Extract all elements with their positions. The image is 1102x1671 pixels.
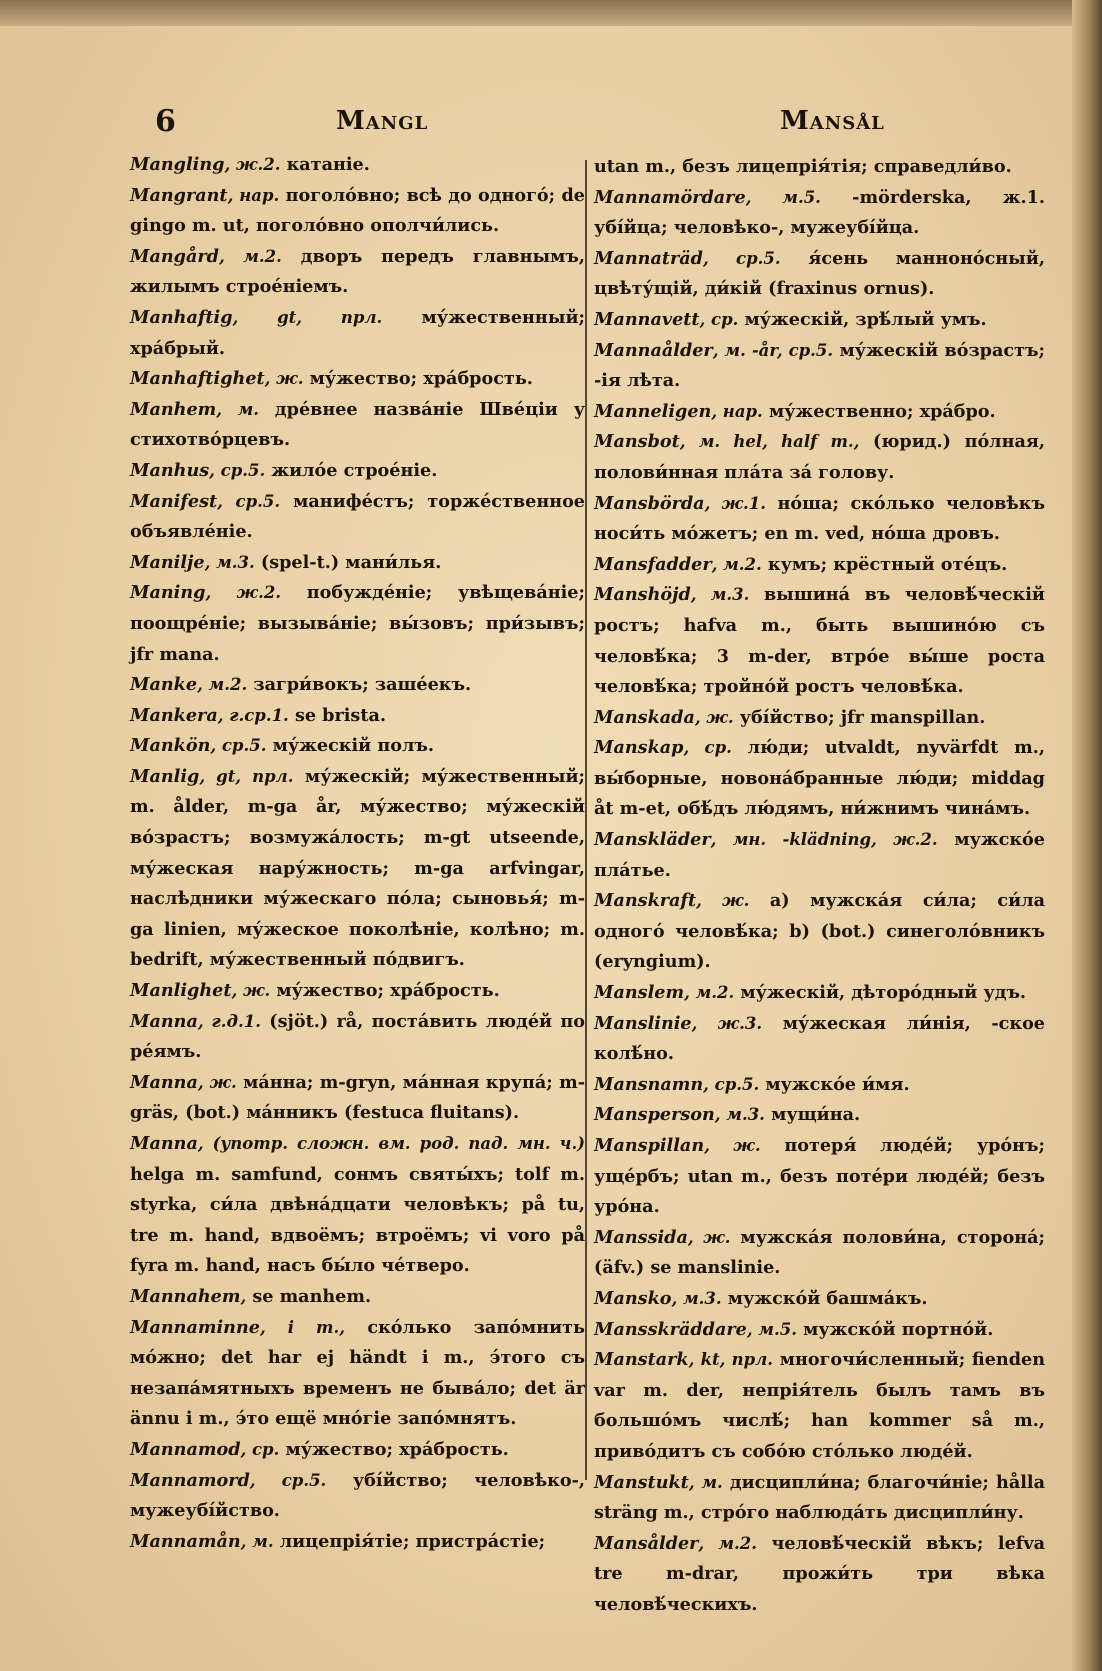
dictionary-entry — [130, 364, 585, 395]
entry-definition: дре́внее назва́ніе Шве́ціи у стихотво́рцевъ. — [130, 398, 585, 451]
entry-headword: Mannaträd — [594, 247, 703, 269]
dictionary-entry — [130, 1435, 585, 1466]
dictionary-entry — [594, 305, 1045, 336]
entry-definition: мужско́й башма́къ. — [721, 1287, 928, 1309]
book-spine-edge — [1072, 0, 1102, 1671]
entry-headword: Mannaminne — [130, 1316, 260, 1338]
entry-grammar: , м.2. — [684, 983, 735, 1003]
entry-definition: манифе́стъ; торже́ственное объявле́ніе. — [130, 490, 586, 543]
entry-definition: ско́лько запо́мнить мо́жно; det har ej händt i m., э́того съ незапа́мятныхъ временъ не быва́ло; det är ännu i m., э́то ещё мно́гіе запо́мнятъ. — [130, 1316, 585, 1430]
entry-headword: Manke — [130, 674, 198, 696]
entry-headword: Manlig — [130, 765, 200, 787]
entry-grammar: , ж. — [694, 707, 734, 727]
entry-headword: Mannamord — [130, 1469, 250, 1491]
dictionary-entry — [594, 825, 1045, 886]
entry-headword: Manskläder — [594, 829, 711, 851]
entry-definition: убі́йство; jfr manspillan. — [733, 706, 986, 728]
entry-headword: Maning — [130, 582, 206, 604]
dictionary-entry — [130, 976, 585, 1007]
entry-definition: побужде́ніе; увѣщева́ніе; поощре́ніе; вызыва́ніе; вы́зовъ; при́зывъ; jfr mana. — [130, 582, 585, 665]
entry-definition: му́жеская ли́нія, -ское колѣ́но. — [594, 1012, 1045, 1065]
entry-headword: Manna — [130, 1133, 198, 1154]
dictionary-entry — [594, 1315, 1045, 1346]
entry-grammar: , нар. — [711, 401, 763, 421]
entry-grammar: , ж.1. — [704, 493, 767, 513]
entry-grammar: , — [240, 1286, 247, 1306]
entry-headword: Manna — [130, 1071, 198, 1093]
entry-headword: Mannamån — [130, 1530, 241, 1552]
dictionary-entry — [130, 150, 585, 181]
right-column — [594, 152, 1045, 1621]
entry-grammar: , ж. — [197, 1072, 237, 1092]
entry-grammar: , м. hel, half m., — [679, 432, 860, 452]
entry-headword: Manstukt — [594, 1471, 689, 1493]
entry-headword: Manna — [130, 1010, 198, 1032]
entry-grammar: , м.3. — [690, 585, 750, 605]
running-head-left: Mangl — [336, 106, 429, 136]
entry-headword: Manhus — [130, 459, 210, 481]
entry-headword: Mansbörda — [594, 492, 705, 514]
entry-grammar: , ср. — [683, 738, 732, 758]
entry-headword: Manhaftig — [130, 306, 233, 328]
dictionary-entry — [130, 670, 585, 701]
entry-grammar: , ж.3. — [691, 1013, 763, 1033]
dictionary-entry — [130, 395, 585, 456]
left-column — [130, 150, 585, 1557]
entry-definition: человѣ́ческій вѣкъ; lefva tre m-drar, прожи́ть три вѣка человѣ́ческихъ. — [594, 1532, 1045, 1615]
entry-definition: му́жество; хра́брость. — [279, 1438, 509, 1460]
entry-headword: Mansfadder — [594, 553, 712, 575]
entry-definition: мужско́е пла́тье. — [594, 829, 1045, 881]
dictionary-entry — [130, 242, 585, 303]
entry-definition: (юрид.) по́лная, полови́нная пла́та за́ голову. — [594, 431, 1045, 483]
entry-headword: Mansperson — [594, 1104, 715, 1126]
entry-definition: лю́ди; utvaldt, nyvärfdt m., вы́борные, новона́бранные лю́ди; middag åt m-et, обѣ́дъ лю́дямъ, ни́жнимъ чина́мъ. — [594, 737, 1045, 820]
entry-definition: му́жественно; хра́бро. — [762, 400, 996, 422]
entry-definition: му́жескій полъ. — [266, 735, 434, 757]
dictionary-entry — [130, 578, 585, 670]
dictionary-entry — [594, 244, 1045, 305]
dictionary-entry — [130, 181, 585, 242]
dictionary-entry — [594, 397, 1045, 428]
entry-definition: se brista. — [288, 704, 386, 726]
entry-definition: мущи́на. — [764, 1104, 861, 1126]
entry-headword: Manssida — [594, 1226, 688, 1248]
dictionary-entry — [130, 1007, 585, 1068]
entry-definition: загри́вокъ; заше́екъ. — [247, 674, 472, 696]
entry-headword: Mankön — [130, 735, 211, 757]
page-number: 6 — [155, 104, 176, 139]
page-top-edge — [0, 0, 1102, 26]
entry-definition: му́жественный; хра́брый. — [130, 306, 585, 359]
entry-definition: helga m. samfund, сонмъ святы́хъ; tolf m. styrka, си́ла двѣна́дцати человѣкъ; på tu, tre m. hand, вдвоёмъ; втроёмъ; vi voro på fyra m. hand, насъ бы́ло че́тверо. — [130, 1163, 585, 1277]
dictionary-entry — [594, 733, 1045, 825]
page-header — [0, 104, 1102, 148]
entry-definition: вышина́ въ человѣ́ческій ростъ; hafva m., быть вышино́ю съ человѣ́ка; 3 m-der, втро́е вы́ше роста человѣ́ка; тройно́й ростъ человѣ́ка. — [594, 584, 1045, 698]
entry-grammar: , ср.5. — [249, 1470, 327, 1490]
entry-grammar: , ср. — [699, 309, 739, 329]
entry-grammar: , м.5. — [746, 1319, 797, 1339]
dictionary-entry — [130, 1527, 585, 1558]
entry-headword: Mansålder — [594, 1532, 699, 1554]
entry-headword: Manhaftighet — [130, 368, 265, 390]
entry-definition: ма́нна; m-gryn, ма́нная крупа́; m-gräs, (bot.) ма́нникъ (festuca fluitans). — [130, 1071, 586, 1124]
entry-headword: Mangling — [130, 154, 225, 175]
entry-definition: убі́йство; человѣко-, мужеубі́йство. — [130, 1469, 585, 1522]
entry-grammar: , м. — [240, 1531, 274, 1551]
entry-definition: потеря́ люде́й; уро́нъ; уще́рбъ; utan m., безъ поте́ри люде́й; безъ уро́на. — [594, 1135, 1045, 1218]
entry-headword: Manshöjd — [594, 584, 691, 606]
entry-grammar: , мн. -klädning, ж.2. — [710, 830, 938, 850]
entry-definition: му́жескій; му́жественный; m. ålder, m-ga år, му́жество; му́жескій во́зрастъ; возмужа́лость; m-gt utseende, му́жеская нару́жность; m-ga arfvingar, наслѣдники му́жескаго по́ла; сыновья́; m-ga linien, му́жеское поколѣніе, колѣно; m. bedrift, му́жественный по́двигъ. — [130, 765, 585, 971]
entry-definition: (spel-t.) мани́лья. — [254, 551, 442, 573]
entry-grammar: , м.3. — [714, 1105, 765, 1125]
entry-grammar: , м.3. — [204, 552, 255, 572]
entry-headword: Mannaålder — [594, 339, 713, 361]
dictionary-entry — [594, 580, 1045, 702]
dictionary-entry — [594, 336, 1045, 397]
entry-headword: Manskraft — [594, 890, 697, 912]
entry-grammar: , м.2. — [698, 1533, 757, 1553]
dictionary-entry — [594, 489, 1045, 550]
entry-headword: Manskap — [594, 737, 684, 759]
entry-grammar: , ж. — [231, 981, 271, 1001]
dictionary-entry — [130, 548, 585, 579]
dictionary-entry — [594, 1223, 1045, 1284]
entry-headword: Manhem — [130, 398, 217, 420]
dictionary-entry — [594, 978, 1045, 1009]
dictionary-entry — [594, 1468, 1045, 1529]
column-divider — [585, 160, 587, 1480]
entry-grammar: , gt, прл. — [232, 307, 383, 327]
entry-grammar: , м.2. — [197, 675, 248, 695]
dictionary-entry — [594, 886, 1045, 978]
dictionary-entry — [130, 487, 585, 548]
entry-definition: дисципли́на; благочи́ніе; hålla sträng m., стро́го наблюда́ть дисципли́ну. — [594, 1471, 1045, 1524]
entry-grammar: , ср.5. — [210, 736, 267, 756]
entry-definition: мужско́й портно́й. — [796, 1318, 994, 1340]
entry-grammar: , ср.5. — [703, 1074, 760, 1094]
entry-headword: Mannamod — [130, 1438, 241, 1460]
entry-grammar: , ж.2. — [205, 583, 282, 603]
entry-definition: му́жескій, зрѣ́лый умъ. — [738, 308, 987, 330]
entry-grammar: , ср.5. — [209, 460, 266, 480]
entry-definition: му́жескій, дѣторо́дный удъ. — [734, 982, 1027, 1004]
dictionary-entry — [594, 1131, 1045, 1223]
running-head-right: Mansål — [780, 106, 885, 136]
dictionary-entry — [130, 1068, 585, 1129]
entry-headword: Manneligen — [594, 400, 712, 422]
entry-headword: Manskada — [594, 706, 695, 728]
entry-grammar: , (употр. сложн. вм. род. пад. мн. ч.) — [197, 1134, 585, 1153]
dictionary-entry — [594, 550, 1045, 581]
entry-grammar: , м. -år, ср.5. — [712, 340, 834, 360]
entry-grammar: , м.3. — [671, 1288, 722, 1308]
entry-grammar: , г.ср.1. — [217, 705, 289, 725]
entry-headword: Mansko — [594, 1287, 672, 1309]
entry-headword: Mansbot — [594, 431, 680, 453]
entry-headword: Mannavett — [594, 308, 700, 330]
entry-definition: utan m., безъ лицепрія́тія; справедли́во. — [594, 156, 1012, 177]
entry-headword: Mannamördare — [594, 186, 746, 208]
entry-definition: дворъ передъ главнымъ, жилымъ строе́ніемъ. — [130, 245, 585, 298]
entry-grammar: , м. — [688, 1472, 723, 1492]
entry-definition: поголо́вно; всѣ до одного́; de gingo m. ut, поголо́вно ополчи́лись. — [130, 184, 585, 237]
entry-definition: лицепрія́тіе; пристра́стіе; — [273, 1530, 546, 1552]
entry-headword: Manslinie — [594, 1012, 692, 1034]
dictionary-entry — [594, 152, 1045, 183]
entry-definition: я́сень манноно́сный, цвѣту́щій, ди́кій (fraxinus ornus). — [594, 247, 1045, 300]
entry-definition: жило́е строе́ніе. — [265, 459, 438, 481]
dictionary-entry — [594, 1284, 1045, 1315]
dictionary-entry — [594, 1100, 1045, 1131]
entry-grammar: , kt, прл. — [688, 1350, 774, 1370]
entry-grammar: , gt, прл. — [199, 766, 294, 786]
entry-grammar: , ж. — [696, 891, 750, 911]
dictionary-entry — [130, 303, 585, 364]
dictionary-entry — [130, 731, 585, 762]
entry-headword: Manifest — [130, 490, 218, 512]
dictionary-entry — [130, 1466, 585, 1527]
dictionary-entry — [130, 1282, 585, 1313]
entry-grammar: , м.2. — [711, 554, 762, 574]
entry-headword: Manlighet — [130, 980, 232, 1002]
entry-headword: Mankera — [130, 704, 218, 726]
entry-definition: a) мужска́я си́ла; си́ла одного́ человѣ́ка; b) (bot.) синеголо́вникъ (eryngium). — [594, 890, 1045, 973]
entry-definition: мужска́я полови́на, сторона́; (äfv.) se manslinie. — [594, 1226, 1045, 1279]
dictionary-entry — [594, 1345, 1045, 1467]
dictionary-entry — [130, 701, 585, 732]
entry-grammar: , нар. — [227, 185, 280, 205]
entry-definition: многочи́сленный; fienden var m. der, непрія́тель былъ тамъ въ большо́мъ числѣ́; han kommer så m., приво́дитъ съ собо́ю сто́лько люде́й. — [594, 1349, 1046, 1462]
entry-headword: Mannahem — [130, 1285, 241, 1307]
entry-definition: но́ша; ско́лько человѣкъ носи́ть мо́жетъ; en m. ved, но́ша дровъ. — [594, 492, 1045, 545]
entry-definition: му́жество; хра́брость. — [303, 368, 533, 390]
entry-headword: Manilje — [130, 551, 205, 573]
dictionary-entry — [594, 1009, 1045, 1070]
entry-grammar: , ж. — [264, 369, 304, 389]
entry-definition: кумъ; крёстный оте́цъ. — [761, 553, 1008, 575]
dictionary-entry — [130, 456, 585, 487]
dictionary-entry — [130, 762, 585, 976]
dictionary-entry — [130, 1129, 585, 1282]
entry-definition: se manhem. — [246, 1285, 372, 1307]
entry-definition: му́жескій во́зрастъ; -ія лѣта. — [594, 339, 1045, 392]
entry-headword: Mansskräddare — [594, 1318, 747, 1340]
dictionary-entry — [594, 703, 1045, 734]
entry-grammar: , ср.5. — [702, 248, 781, 268]
entry-definition: катаніе. — [280, 154, 370, 175]
entry-grammar: , м.5. — [745, 187, 821, 207]
dictionary-entry — [130, 1313, 585, 1435]
entry-headword: Manspillan — [594, 1135, 705, 1156]
entry-headword: Mansnamn — [594, 1073, 704, 1095]
entry-grammar: , ср. — [240, 1439, 280, 1459]
entry-definition: (sjöt.) rå, поста́вить люде́й по ре́ямъ. — [130, 1010, 585, 1063]
entry-grammar: , ж.2. — [224, 155, 281, 174]
entry-definition: -mörderska, ж.1. убі́йца; человѣко-, мужеубі́йца. — [594, 186, 1045, 239]
entry-grammar: , ж. — [704, 1136, 761, 1155]
dictionary-entry — [594, 183, 1045, 244]
entry-definition: му́жество; хра́брость. — [270, 980, 500, 1002]
entry-grammar: , м.2. — [218, 246, 282, 266]
entry-grammar: , ср.5. — [217, 491, 281, 511]
entry-headword: Mangrant — [130, 184, 228, 206]
entry-grammar: , ж. — [687, 1227, 731, 1247]
dictionary-entry — [594, 427, 1045, 488]
entry-headword: Mangård — [130, 245, 219, 267]
entry-headword: Manslem — [594, 982, 685, 1004]
entry-grammar: , i m., — [259, 1317, 345, 1337]
entry-definition: мужско́е и́мя. — [759, 1073, 910, 1095]
entry-grammar: , г.д.1. — [197, 1011, 261, 1031]
dictionary-entry — [594, 1529, 1045, 1621]
dictionary-entry — [594, 1070, 1045, 1101]
entry-headword: Manstark — [594, 1349, 689, 1371]
entry-grammar: , м. — [216, 399, 259, 419]
